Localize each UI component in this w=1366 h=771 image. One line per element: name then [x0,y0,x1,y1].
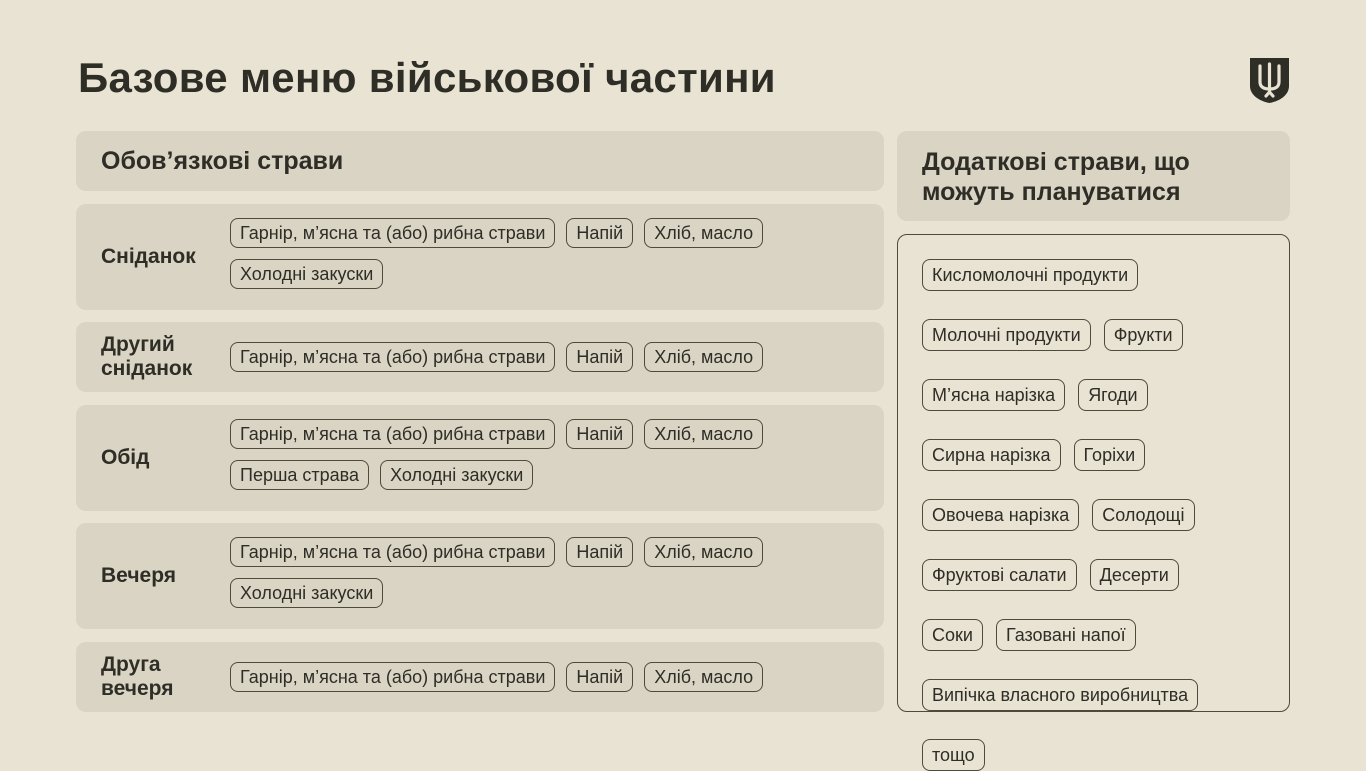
meal-label: Вечеря [101,564,176,587]
dish-chip: Горіхи [1074,439,1146,471]
dish-chip: Фруктові салати [922,559,1077,591]
additional-items [922,259,1267,771]
dish-chip: Десерти [1090,559,1179,591]
dish-chip: Газовані напої [996,619,1136,651]
dish-chip: Кисломолочні продукти [922,259,1138,291]
page-title: Базове меню військової частини [78,54,776,101]
dish-chip: Молочні продукти [922,319,1091,351]
meal-row-breakfast [76,204,884,310]
meal-items [230,342,870,372]
dish-chip: Хліб, масло [644,342,763,372]
meal-row-second-dinner [76,642,884,712]
dish-chip: Перша страва [230,460,369,490]
meal-items [230,419,870,490]
dish-chip: Гарнір, м’ясна та (або) рибна страви [230,342,555,372]
dish-chip: Гарнір, м’ясна та (або) рибна страви [230,419,555,449]
dish-chip: Гарнір, м’ясна та (або) рибна страви [230,537,555,567]
meal-row-lunch [76,405,884,511]
dish-chip: Напій [566,662,633,692]
meal-label: Друга вечеря [101,653,174,700]
dish-chip: Хліб, масло [644,537,763,567]
dish-chip: Напій [566,342,633,372]
additional-dishes-panel [897,234,1290,765]
dish-chip: Напій [566,419,633,449]
dish-chip: тощо [922,739,985,771]
dish-chip: Фрукти [1104,319,1183,351]
additional-dishes-header: Додаткові страви, що можуть плануватися [897,131,1290,221]
dish-chip: Напій [566,537,633,567]
meal-label: Сніданок [101,245,196,268]
dish-chip: Хліб, масло [644,218,763,248]
meal-items [230,662,870,692]
meal-row-dinner [76,523,884,629]
required-dishes-header: Обов’язкові страви [76,131,884,191]
trident-shield-icon [1248,56,1291,104]
dish-chip: М’ясна нарізка [922,379,1065,411]
meal-label: Обід [101,446,150,469]
dish-chip: Напій [566,218,633,248]
dish-chip: Сирна нарізка [922,439,1061,471]
dish-chip: Хліб, масло [644,419,763,449]
dish-chip: Овочева нарізка [922,499,1079,531]
meal-row-second-breakfast [76,322,884,392]
dish-chip: Гарнір, м’ясна та (або) рибна страви [230,218,555,248]
meal-items [230,218,870,289]
dish-chip: Соки [922,619,983,651]
dish-chip: Гарнір, м’ясна та (або) рибна страви [230,662,555,692]
meal-label: Другий сніданок [101,333,193,380]
dish-chip: Випічка власного виробництва [922,679,1198,711]
meal-items [230,537,870,608]
dish-chip: Солодощі [1092,499,1194,531]
dish-chip: Холодні закуски [380,460,533,490]
dish-chip: Холодні закуски [230,578,383,608]
dish-chip: Ягоди [1078,379,1147,411]
dish-chip: Хліб, масло [644,662,763,692]
dish-chip: Холодні закуски [230,259,383,289]
